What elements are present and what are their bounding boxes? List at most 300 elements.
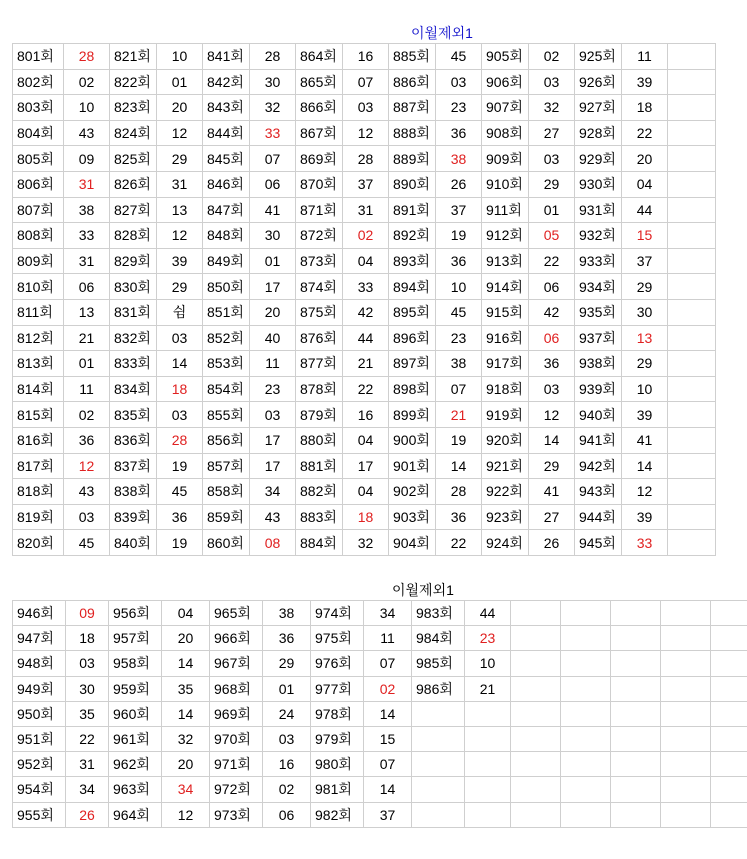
round-cell: 914회 bbox=[482, 274, 529, 300]
number-cell: 03 bbox=[529, 69, 575, 95]
number-cell: 15 bbox=[622, 223, 668, 249]
round-cell: 881회 bbox=[296, 453, 343, 479]
round-cell: 847회 bbox=[203, 197, 250, 223]
round-cell: 875회 bbox=[296, 299, 343, 325]
empty-cell bbox=[511, 777, 561, 802]
empty-cell bbox=[668, 427, 716, 453]
empty-cell bbox=[465, 701, 511, 726]
table-row bbox=[13, 325, 716, 351]
number-cell: 38 bbox=[436, 146, 482, 172]
number-cell: 28 bbox=[64, 44, 110, 70]
number-cell: 33 bbox=[64, 223, 110, 249]
number-cell: 41 bbox=[529, 479, 575, 505]
number-cell: 22 bbox=[529, 248, 575, 274]
round-cell: 856회 bbox=[203, 427, 250, 453]
round-cell: 876회 bbox=[296, 325, 343, 351]
number-cell: 36 bbox=[436, 248, 482, 274]
round-cell: 885회 bbox=[389, 44, 436, 70]
number-cell: 11 bbox=[64, 376, 110, 402]
number-cell: 12 bbox=[157, 120, 203, 146]
round-cell: 892회 bbox=[389, 223, 436, 249]
round-cell: 839회 bbox=[110, 504, 157, 530]
number-cell: 30 bbox=[250, 223, 296, 249]
empty-cell bbox=[511, 676, 561, 701]
number-cell: 44 bbox=[465, 601, 511, 626]
round-cell: 842회 bbox=[203, 69, 250, 95]
number-cell: 01 bbox=[250, 248, 296, 274]
round-cell: 962회 bbox=[109, 752, 162, 777]
round-cell: 865회 bbox=[296, 69, 343, 95]
number-cell: 10 bbox=[465, 651, 511, 676]
round-cell: 950회 bbox=[13, 701, 66, 726]
round-cell: 846회 bbox=[203, 171, 250, 197]
empty-cell bbox=[668, 351, 716, 377]
empty-cell bbox=[465, 777, 511, 802]
round-cell: 908회 bbox=[482, 120, 529, 146]
number-cell: 32 bbox=[343, 530, 389, 556]
round-cell: 937회 bbox=[575, 325, 622, 351]
number-cell: 11 bbox=[364, 626, 412, 651]
table-row bbox=[13, 402, 716, 428]
number-cell: 23 bbox=[465, 626, 511, 651]
table-row bbox=[13, 504, 716, 530]
table-row bbox=[13, 376, 716, 402]
table-row bbox=[13, 530, 716, 556]
number-cell: 14 bbox=[157, 351, 203, 377]
number-cell: 12 bbox=[343, 120, 389, 146]
round-cell: 979회 bbox=[311, 726, 364, 751]
round-cell: 889회 bbox=[389, 146, 436, 172]
table-row bbox=[13, 299, 716, 325]
number-cell: 14 bbox=[162, 651, 210, 676]
round-cell: 871회 bbox=[296, 197, 343, 223]
number-cell: 36 bbox=[436, 504, 482, 530]
round-cell: 824회 bbox=[110, 120, 157, 146]
number-cell: 43 bbox=[64, 120, 110, 146]
number-cell: 20 bbox=[157, 95, 203, 121]
number-cell: 31 bbox=[66, 752, 109, 777]
round-cell: 806회 bbox=[13, 171, 64, 197]
number-cell: 39 bbox=[622, 69, 668, 95]
round-cell: 948회 bbox=[13, 651, 66, 676]
round-cell: 813회 bbox=[13, 351, 64, 377]
round-cell: 851회 bbox=[203, 299, 250, 325]
table-row bbox=[13, 44, 716, 70]
round-cell: 848회 bbox=[203, 223, 250, 249]
section-1-title: 이월제외1 bbox=[411, 25, 473, 41]
round-cell: 808회 bbox=[13, 223, 64, 249]
empty-cell bbox=[561, 701, 611, 726]
round-cell: 941회 bbox=[575, 427, 622, 453]
table-row bbox=[13, 146, 716, 172]
number-cell: 36 bbox=[436, 120, 482, 146]
round-cell: 858회 bbox=[203, 479, 250, 505]
number-cell: 07 bbox=[364, 752, 412, 777]
empty-cell bbox=[611, 701, 661, 726]
empty-cell bbox=[611, 802, 661, 827]
empty-cell bbox=[412, 701, 465, 726]
empty-cell bbox=[561, 777, 611, 802]
number-cell: 01 bbox=[157, 69, 203, 95]
round-cell: 811회 bbox=[13, 299, 64, 325]
empty-cell bbox=[668, 299, 716, 325]
empty-cell bbox=[711, 752, 747, 777]
number-cell: 03 bbox=[343, 95, 389, 121]
number-cell: 30 bbox=[66, 676, 109, 701]
round-cell: 890회 bbox=[389, 171, 436, 197]
round-cell: 983회 bbox=[412, 601, 465, 626]
round-cell: 836회 bbox=[110, 427, 157, 453]
number-cell: 19 bbox=[436, 223, 482, 249]
round-cell: 933회 bbox=[575, 248, 622, 274]
empty-cell bbox=[711, 676, 747, 701]
number-cell: 14 bbox=[529, 427, 575, 453]
round-cell: 958회 bbox=[109, 651, 162, 676]
round-cell: 900회 bbox=[389, 427, 436, 453]
round-cell: 880회 bbox=[296, 427, 343, 453]
round-cell: 819회 bbox=[13, 504, 64, 530]
empty-cell bbox=[511, 601, 561, 626]
round-cell: 939회 bbox=[575, 376, 622, 402]
round-cell: 975회 bbox=[311, 626, 364, 651]
round-cell: 965회 bbox=[210, 601, 263, 626]
round-cell: 935회 bbox=[575, 299, 622, 325]
empty-cell bbox=[711, 726, 747, 751]
round-cell: 857회 bbox=[203, 453, 250, 479]
round-cell: 869회 bbox=[296, 146, 343, 172]
round-cell: 821회 bbox=[110, 44, 157, 70]
round-cell: 898회 bbox=[389, 376, 436, 402]
empty-cell bbox=[668, 530, 716, 556]
number-cell: 03 bbox=[157, 402, 203, 428]
round-cell: 825회 bbox=[110, 146, 157, 172]
number-cell: 07 bbox=[436, 376, 482, 402]
number-cell: 31 bbox=[64, 171, 110, 197]
round-cell: 902회 bbox=[389, 479, 436, 505]
table-row bbox=[13, 479, 716, 505]
round-cell: 904회 bbox=[389, 530, 436, 556]
number-cell: 27 bbox=[529, 504, 575, 530]
number-cell: 41 bbox=[250, 197, 296, 223]
table-row bbox=[13, 676, 747, 701]
round-cell: 952회 bbox=[13, 752, 66, 777]
empty-cell bbox=[611, 676, 661, 701]
number-cell: 10 bbox=[64, 95, 110, 121]
round-cell: 942회 bbox=[575, 453, 622, 479]
round-cell: 921회 bbox=[482, 453, 529, 479]
round-cell: 850회 bbox=[203, 274, 250, 300]
number-cell: 13 bbox=[622, 325, 668, 351]
round-cell: 957회 bbox=[109, 626, 162, 651]
round-cell: 891회 bbox=[389, 197, 436, 223]
number-cell: 27 bbox=[529, 120, 575, 146]
round-cell: 829회 bbox=[110, 248, 157, 274]
number-cell: 31 bbox=[157, 171, 203, 197]
round-cell: 878회 bbox=[296, 376, 343, 402]
round-cell: 843회 bbox=[203, 95, 250, 121]
round-cell: 970회 bbox=[210, 726, 263, 751]
round-cell: 882회 bbox=[296, 479, 343, 505]
number-cell: 03 bbox=[64, 504, 110, 530]
round-cell: 984회 bbox=[412, 626, 465, 651]
empty-cell bbox=[661, 626, 711, 651]
round-cell: 951회 bbox=[13, 726, 66, 751]
round-cell: 883회 bbox=[296, 504, 343, 530]
table-row bbox=[13, 274, 716, 300]
round-cell: 849회 bbox=[203, 248, 250, 274]
round-cell: 956회 bbox=[109, 601, 162, 626]
number-cell: 29 bbox=[157, 146, 203, 172]
round-cell: 852회 bbox=[203, 325, 250, 351]
number-cell: 11 bbox=[250, 351, 296, 377]
round-cell: 968회 bbox=[210, 676, 263, 701]
number-cell: 39 bbox=[622, 402, 668, 428]
empty-cell bbox=[561, 752, 611, 777]
round-cell: 966회 bbox=[210, 626, 263, 651]
empty-cell bbox=[511, 802, 561, 827]
round-cell: 822회 bbox=[110, 69, 157, 95]
empty-cell bbox=[668, 171, 716, 197]
number-cell: 36 bbox=[64, 427, 110, 453]
table-row bbox=[13, 752, 747, 777]
empty-cell bbox=[711, 777, 747, 802]
number-cell: 43 bbox=[250, 504, 296, 530]
draw-table-2 bbox=[12, 600, 747, 828]
number-cell: 04 bbox=[343, 427, 389, 453]
round-cell: 916회 bbox=[482, 325, 529, 351]
number-cell: 33 bbox=[622, 530, 668, 556]
number-cell: 45 bbox=[157, 479, 203, 505]
number-cell: 38 bbox=[436, 351, 482, 377]
empty-cell bbox=[611, 626, 661, 651]
round-cell: 969회 bbox=[210, 701, 263, 726]
empty-cell bbox=[668, 325, 716, 351]
number-cell: 12 bbox=[64, 453, 110, 479]
number-cell: 12 bbox=[157, 223, 203, 249]
round-cell: 928회 bbox=[575, 120, 622, 146]
number-cell: 02 bbox=[529, 44, 575, 70]
round-cell: 831회 bbox=[110, 299, 157, 325]
table-row bbox=[13, 351, 716, 377]
empty-cell bbox=[561, 676, 611, 701]
round-cell: 932회 bbox=[575, 223, 622, 249]
number-cell: 22 bbox=[436, 530, 482, 556]
empty-cell bbox=[661, 752, 711, 777]
number-cell: 21 bbox=[343, 351, 389, 377]
number-cell: 18 bbox=[343, 504, 389, 530]
round-cell: 907회 bbox=[482, 95, 529, 121]
number-cell: 14 bbox=[364, 777, 412, 802]
round-cell: 945회 bbox=[575, 530, 622, 556]
round-cell: 924회 bbox=[482, 530, 529, 556]
round-cell: 859회 bbox=[203, 504, 250, 530]
table-row bbox=[13, 120, 716, 146]
empty-cell bbox=[668, 44, 716, 70]
round-cell: 823회 bbox=[110, 95, 157, 121]
empty-cell bbox=[661, 802, 711, 827]
round-cell: 977회 bbox=[311, 676, 364, 701]
round-cell: 809회 bbox=[13, 248, 64, 274]
number-cell: 41 bbox=[622, 427, 668, 453]
empty-cell bbox=[668, 504, 716, 530]
number-cell: 29 bbox=[622, 351, 668, 377]
empty-cell bbox=[668, 453, 716, 479]
empty-cell bbox=[412, 802, 465, 827]
table-row bbox=[13, 453, 716, 479]
round-cell: 838회 bbox=[110, 479, 157, 505]
number-cell: 06 bbox=[263, 802, 311, 827]
round-cell: 832회 bbox=[110, 325, 157, 351]
round-cell: 986회 bbox=[412, 676, 465, 701]
empty-cell bbox=[668, 95, 716, 121]
draw-table-1 bbox=[12, 43, 716, 556]
empty-cell bbox=[668, 197, 716, 223]
number-cell: 08 bbox=[250, 530, 296, 556]
round-cell: 827회 bbox=[110, 197, 157, 223]
round-cell: 944회 bbox=[575, 504, 622, 530]
round-cell: 893회 bbox=[389, 248, 436, 274]
round-cell: 934회 bbox=[575, 274, 622, 300]
number-cell: 03 bbox=[157, 325, 203, 351]
number-cell: 39 bbox=[622, 504, 668, 530]
number-cell: 36 bbox=[263, 626, 311, 651]
number-cell: 19 bbox=[157, 453, 203, 479]
round-cell: 905회 bbox=[482, 44, 529, 70]
number-cell: 02 bbox=[343, 223, 389, 249]
round-cell: 870회 bbox=[296, 171, 343, 197]
empty-cell bbox=[465, 802, 511, 827]
number-cell: 31 bbox=[64, 248, 110, 274]
empty-cell bbox=[668, 120, 716, 146]
number-cell: 01 bbox=[263, 676, 311, 701]
round-cell: 923회 bbox=[482, 504, 529, 530]
empty-cell bbox=[661, 726, 711, 751]
number-cell: 06 bbox=[529, 325, 575, 351]
round-cell: 802회 bbox=[13, 69, 64, 95]
number-cell: 23 bbox=[436, 95, 482, 121]
round-cell: 974회 bbox=[311, 601, 364, 626]
number-cell: 20 bbox=[622, 146, 668, 172]
number-cell: 31 bbox=[343, 197, 389, 223]
round-cell: 888회 bbox=[389, 120, 436, 146]
number-cell: 26 bbox=[436, 171, 482, 197]
round-cell: 955회 bbox=[13, 802, 66, 827]
round-cell: 884회 bbox=[296, 530, 343, 556]
number-cell: 17 bbox=[250, 274, 296, 300]
round-cell: 877회 bbox=[296, 351, 343, 377]
number-cell: 02 bbox=[64, 69, 110, 95]
number-cell: 42 bbox=[529, 299, 575, 325]
round-cell: 960회 bbox=[109, 701, 162, 726]
number-cell: 19 bbox=[436, 427, 482, 453]
number-cell: 37 bbox=[343, 171, 389, 197]
round-cell: 985회 bbox=[412, 651, 465, 676]
round-cell: 830회 bbox=[110, 274, 157, 300]
empty-cell bbox=[668, 479, 716, 505]
number-cell: 04 bbox=[343, 479, 389, 505]
number-cell: 03 bbox=[529, 376, 575, 402]
round-cell: 867회 bbox=[296, 120, 343, 146]
number-cell: 29 bbox=[263, 651, 311, 676]
round-cell: 873회 bbox=[296, 248, 343, 274]
number-cell: 34 bbox=[66, 777, 109, 802]
round-cell: 931회 bbox=[575, 197, 622, 223]
number-cell: 34 bbox=[364, 601, 412, 626]
empty-cell bbox=[711, 601, 747, 626]
round-cell: 915회 bbox=[482, 299, 529, 325]
number-cell: 22 bbox=[66, 726, 109, 751]
round-cell: 887회 bbox=[389, 95, 436, 121]
round-cell: 918회 bbox=[482, 376, 529, 402]
round-cell: 906회 bbox=[482, 69, 529, 95]
number-cell: 32 bbox=[529, 95, 575, 121]
round-cell: 981회 bbox=[311, 777, 364, 802]
round-cell: 897회 bbox=[389, 351, 436, 377]
round-cell: 926회 bbox=[575, 69, 622, 95]
number-cell: 03 bbox=[66, 651, 109, 676]
table-row bbox=[13, 777, 747, 802]
empty-cell bbox=[668, 248, 716, 274]
number-cell: 28 bbox=[343, 146, 389, 172]
round-cell: 920회 bbox=[482, 427, 529, 453]
number-cell: 09 bbox=[64, 146, 110, 172]
round-cell: 834회 bbox=[110, 376, 157, 402]
round-cell: 817회 bbox=[13, 453, 64, 479]
table-row bbox=[13, 701, 747, 726]
round-cell: 964회 bbox=[109, 802, 162, 827]
empty-cell bbox=[668, 223, 716, 249]
round-cell: 860회 bbox=[203, 530, 250, 556]
number-cell: 33 bbox=[343, 274, 389, 300]
number-cell: 24 bbox=[263, 701, 311, 726]
empty-cell bbox=[668, 69, 716, 95]
number-cell: 20 bbox=[250, 299, 296, 325]
number-cell: 22 bbox=[622, 120, 668, 146]
number-cell: 10 bbox=[157, 44, 203, 70]
round-cell: 973회 bbox=[210, 802, 263, 827]
round-cell: 980회 bbox=[311, 752, 364, 777]
number-cell: 18 bbox=[66, 626, 109, 651]
number-cell: 21 bbox=[64, 325, 110, 351]
table-row bbox=[13, 427, 716, 453]
empty-cell bbox=[611, 601, 661, 626]
number-cell: 45 bbox=[64, 530, 110, 556]
empty-cell bbox=[711, 701, 747, 726]
empty-cell bbox=[711, 802, 747, 827]
number-cell: 29 bbox=[157, 274, 203, 300]
number-cell: 28 bbox=[436, 479, 482, 505]
number-cell: 18 bbox=[157, 376, 203, 402]
number-cell: 14 bbox=[436, 453, 482, 479]
empty-cell bbox=[661, 777, 711, 802]
round-cell: 961회 bbox=[109, 726, 162, 751]
round-cell: 866회 bbox=[296, 95, 343, 121]
empty-cell bbox=[611, 726, 661, 751]
round-cell: 803회 bbox=[13, 95, 64, 121]
empty-cell bbox=[611, 651, 661, 676]
round-cell: 896회 bbox=[389, 325, 436, 351]
number-cell: 13 bbox=[64, 299, 110, 325]
number-cell: 12 bbox=[162, 802, 210, 827]
number-cell: 10 bbox=[622, 376, 668, 402]
number-cell: 03 bbox=[263, 726, 311, 751]
round-cell: 976회 bbox=[311, 651, 364, 676]
number-cell: 44 bbox=[622, 197, 668, 223]
empty-cell bbox=[611, 777, 661, 802]
number-cell: 06 bbox=[529, 274, 575, 300]
round-cell: 910회 bbox=[482, 171, 529, 197]
round-cell: 854회 bbox=[203, 376, 250, 402]
